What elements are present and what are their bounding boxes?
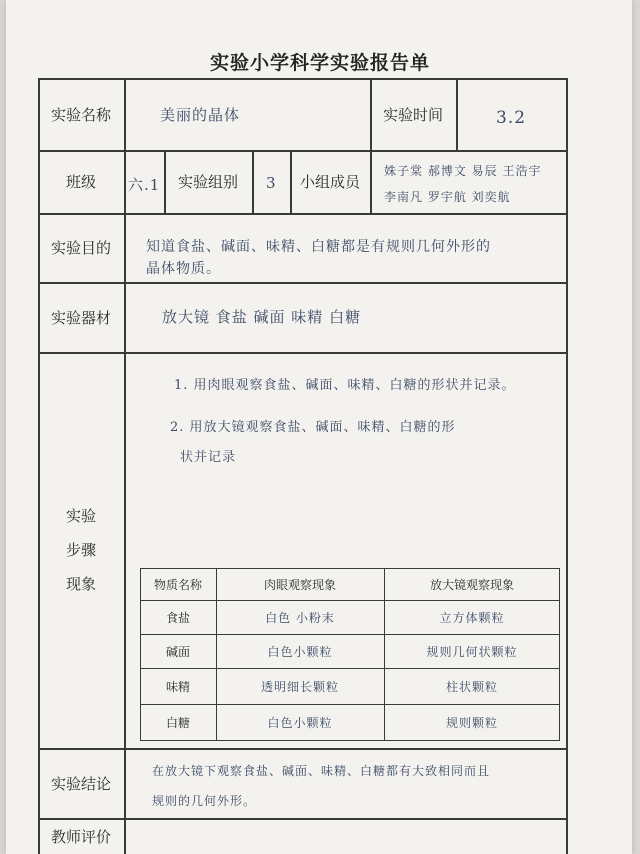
value-step1: 1. 用肉眼观察食盐、碱面、味精、白糖的形状并记录。 [174,378,516,393]
label-group: 实验组别 [177,173,238,191]
value-step2-line2: 状并记录 [180,450,237,465]
obs-row-magnifier: 立方体颗粒 [439,610,505,625]
col-divider [370,150,372,213]
label-exp-name: 实验名称 [50,105,111,124]
obs-header-name: 物质名称 [153,577,202,592]
label-teacher-eval: 教师评价 [50,827,111,846]
obs-row-name: 白糖 [165,715,190,730]
value-group: 3 [266,174,277,192]
obs-row-magnifier: 规则几何状颗粒 [426,644,518,659]
col-divider [456,78,458,150]
obs-row-eye: 白色小颗粒 [267,644,333,659]
value-members-row2: 李南凡 罗宇航 刘奕航 [384,190,511,204]
label-steps [38,352,124,748]
label-steps-line3: 现象 [65,575,96,593]
obs-row-eye: 透明细长颗粒 [260,679,339,694]
obs-header-magnifier: 放大镜观察现象 [429,577,514,592]
obs-row-eye: 白色 小粉末 [265,610,335,625]
label-members: 小组成员 [299,173,360,191]
label-conclusion: 实验结论 [50,774,111,793]
label-purpose: 实验目的 [50,239,111,257]
value-exp-time: 3.2 [496,108,527,128]
label-exp-time: 实验时间 [382,105,443,124]
obs-row-magnifier: 柱状颗粒 [445,679,498,694]
label-equipment: 实验器材 [50,308,111,327]
value-conclusion-line1: 在放大镜下观察食盐、碱面、味精、白糖都有大致相同而且 [152,764,491,778]
value-conclusion-line2: 规则的几何外形。 [152,794,257,808]
value-members-row1: 姝子棠 郝博文 易辰 王浩宇 [384,164,542,178]
obs-header-eye: 肉眼观察现象 [263,577,336,592]
label-column-divider [124,78,126,854]
label-steps-line1: 实验 [65,507,96,525]
obs-row-magnifier: 规则颗粒 [445,715,498,730]
value-step2-line1: 2. 用放大镜观察食盐、碱面、味精、白糖的形 [170,420,456,435]
label-class: 班级 [65,173,96,191]
value-purpose-line1: 知道食盐、碱面、味精、白糖都是有规则几何外形的 [146,239,491,255]
obs-row-eye: 白色小颗粒 [267,715,333,730]
obs-table-border [140,740,560,741]
obs-row-name: 碱面 [165,644,190,659]
col-divider [252,150,254,213]
obs-row-name: 食盐 [165,610,190,625]
value-purpose-line2: 晶体物质。 [146,261,221,277]
obs-row-name: 味精 [165,679,190,694]
value-class: 六.1 [128,176,161,194]
value-exp-name: 美丽的晶体 [160,106,241,124]
value-equipment: 放大镜 食盐 碱面 味精 白糖 [162,308,362,326]
label-steps-line2: 步骤 [65,541,96,559]
table-border-right [566,78,568,854]
report-title: 实验小学科学实验报告单 [209,52,430,74]
